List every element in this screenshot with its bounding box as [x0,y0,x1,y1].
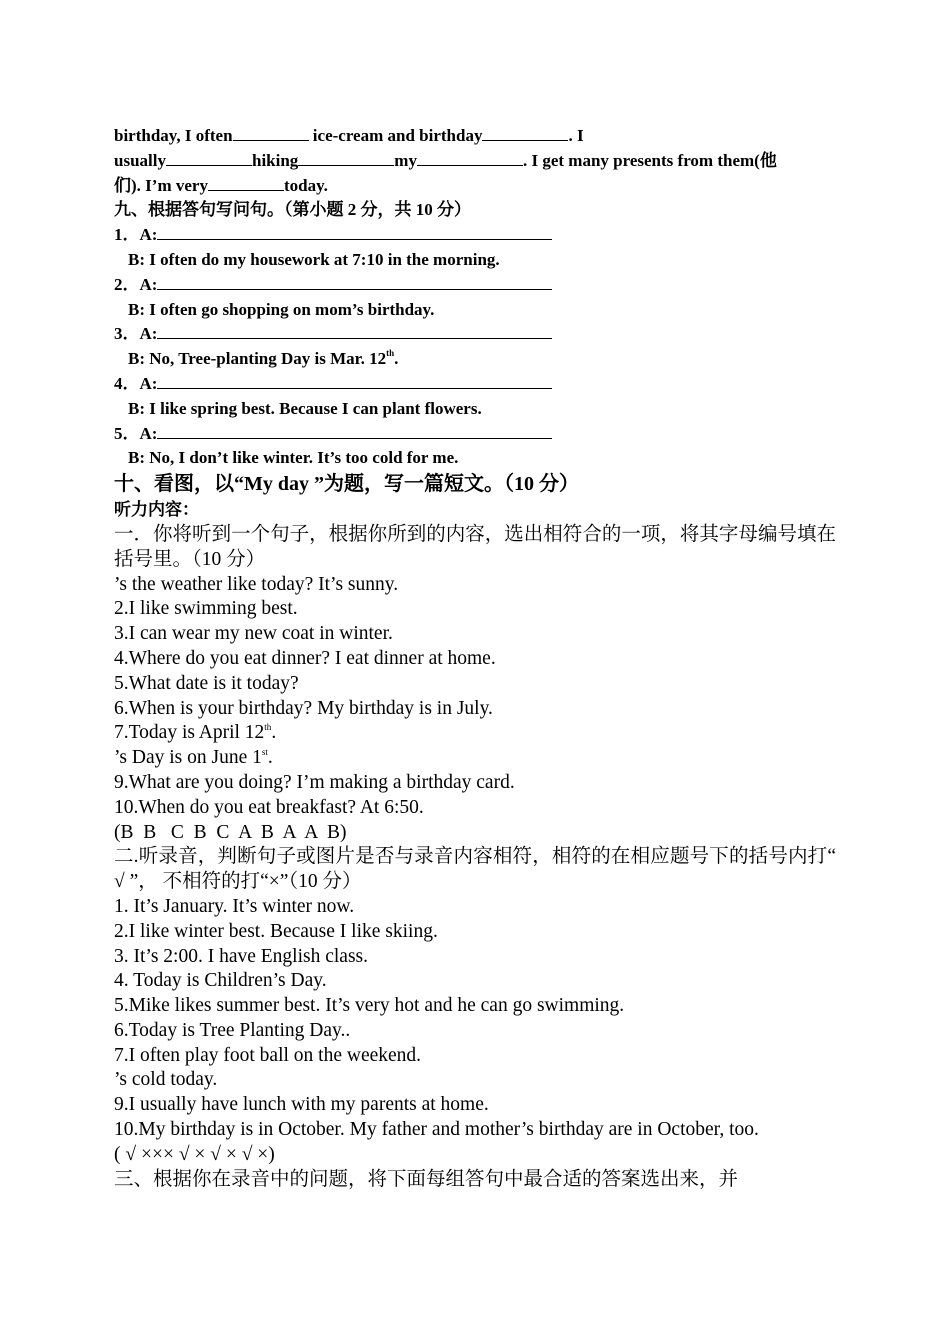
essay-line-1 [114,124,836,149]
listening-2-line-10: 10.My birthday is in October. My father and mother’s birthday are in October, too. [114,1119,759,1141]
listening-2-line-2: 2.I like winter best. Because I like skiing. [114,920,438,942]
listening-1-answer-key: (B B C B C A B A A B) [114,821,347,843]
listening-2-line-4: 4. Today is Children’s Day. [114,970,327,992]
answer-5: B: No, I don’t like winter. It’s too cold for me. [128,448,459,468]
listening-part-2-title: 二.听录音，判断句子或图片是否与录音内容相符，相符的在相应题号下的括号内打“ √ ”， 不相符的打“×”（10 分） [114,846,836,893]
answer-1: B: I often do my housework at 7:10 in the morning. [128,249,500,269]
text: . [267,747,273,769]
listening-1-line-5: 5.What date is it today? [114,672,299,694]
text: 7.Today is April 12 [114,722,265,744]
answer-blank[interactable] [157,273,552,290]
document-page [114,124,836,1192]
text: B: No, Tree-planting Day is Mar. 12 [128,349,387,369]
essay-line-2 [114,149,836,174]
text: today. [283,175,328,195]
text: ’s Day is on June 1 [114,747,262,769]
text: my [394,150,417,170]
question-5 [114,422,836,447]
listening-2-line-3: 3. It’s 2:00. I have English class. [114,945,369,967]
question-number: 1．A: [114,225,158,245]
text: 们). I’m very [114,175,208,195]
fill-blank[interactable] [208,174,284,191]
listening-1-line-1: ’s the weather like today? It’s sunny. [114,573,399,595]
superscript: st [261,747,268,758]
question-2 [114,273,836,298]
answer-blank[interactable] [157,322,552,339]
listening-2-line-7: 7.I often play foot ball on the weekend. [114,1044,422,1066]
question-1 [114,223,836,248]
fill-blank[interactable] [417,149,523,166]
answer-4: B: I like spring best. Because I can plant flowers. [128,398,482,418]
listening-1-line-8 [114,746,836,771]
text: . [394,349,399,369]
question-number: 5．A: [114,423,158,443]
text: ice-cream and birthday [308,126,483,145]
question-number: 2．A: [114,274,158,294]
listening-1-line-9: 9.What are you doing? I’m making a birthday card. [114,771,515,793]
answer-2: B: I often go shopping on mom’s birthday. [128,299,435,319]
superscript: th [386,348,395,359]
text: birthday, I often [114,126,233,145]
listening-2-line-1: 1. It’s January. It’s winter now. [114,895,355,917]
essay-line-3 [114,174,836,199]
section-10-title: 十、看图，以“My day ”为题，写一篇短文。（10 分） [114,473,579,496]
answer-3 [114,347,836,372]
superscript: th [264,722,272,733]
listening-2-line-6: 6.Today is Tree Planting Day.. [114,1019,351,1041]
listening-2-answer-key: ( √ ××× √ × √ × √ ×) [114,1143,275,1165]
text: usually [114,150,166,170]
listening-heading: 听力内容： [114,500,199,520]
text: . I get many presents from them(他 [522,150,777,170]
fill-blank[interactable] [482,124,568,141]
listening-part-3-title: 三、根据你在录音中的问题，将下面每组答句中最合适的答案选出来，并 [114,1168,739,1190]
listening-1-line-6: 6.When is your birthday? My birthday is in July. [114,697,493,719]
fill-blank[interactable] [166,149,252,166]
listening-2-line-5: 5.Mike likes summer best. It’s very hot and he can go swimming. [114,995,625,1017]
question-3 [114,322,836,347]
listening-1-line-2: 2.I like swimming best. [114,598,298,620]
section-9-title: 九、根据答句写问句。（第小题 2 分，共 10 分） [114,200,471,220]
answer-blank[interactable] [157,223,552,240]
question-number: 4．A: [114,373,158,393]
text: . [271,722,277,744]
listening-2-line-8: ’s cold today. [114,1069,218,1091]
listening-1-line-10: 10.When do you eat breakfast? At 6:50. [114,796,424,818]
fill-blank[interactable] [233,124,309,141]
listening-1-line-4: 4.Where do you eat dinner? I eat dinner at home. [114,647,496,669]
text: . I [568,126,584,145]
listening-part-1-title: 一．你将听到一个句子，根据你所到的内容，选出相符合的一项，将其字母编号填在括号里。（10 分） [114,523,836,570]
text: hiking [251,150,299,170]
fill-blank[interactable] [298,149,394,166]
answer-blank[interactable] [157,422,552,439]
listening-1-line-7 [114,721,836,746]
question-4 [114,372,836,397]
listening-2-line-9: 9.I usually have lunch with my parents at home. [114,1094,489,1116]
question-number: 3．A: [114,324,158,344]
listening-1-line-3: 3.I can wear my new coat in winter. [114,623,393,645]
answer-blank[interactable] [157,372,552,389]
